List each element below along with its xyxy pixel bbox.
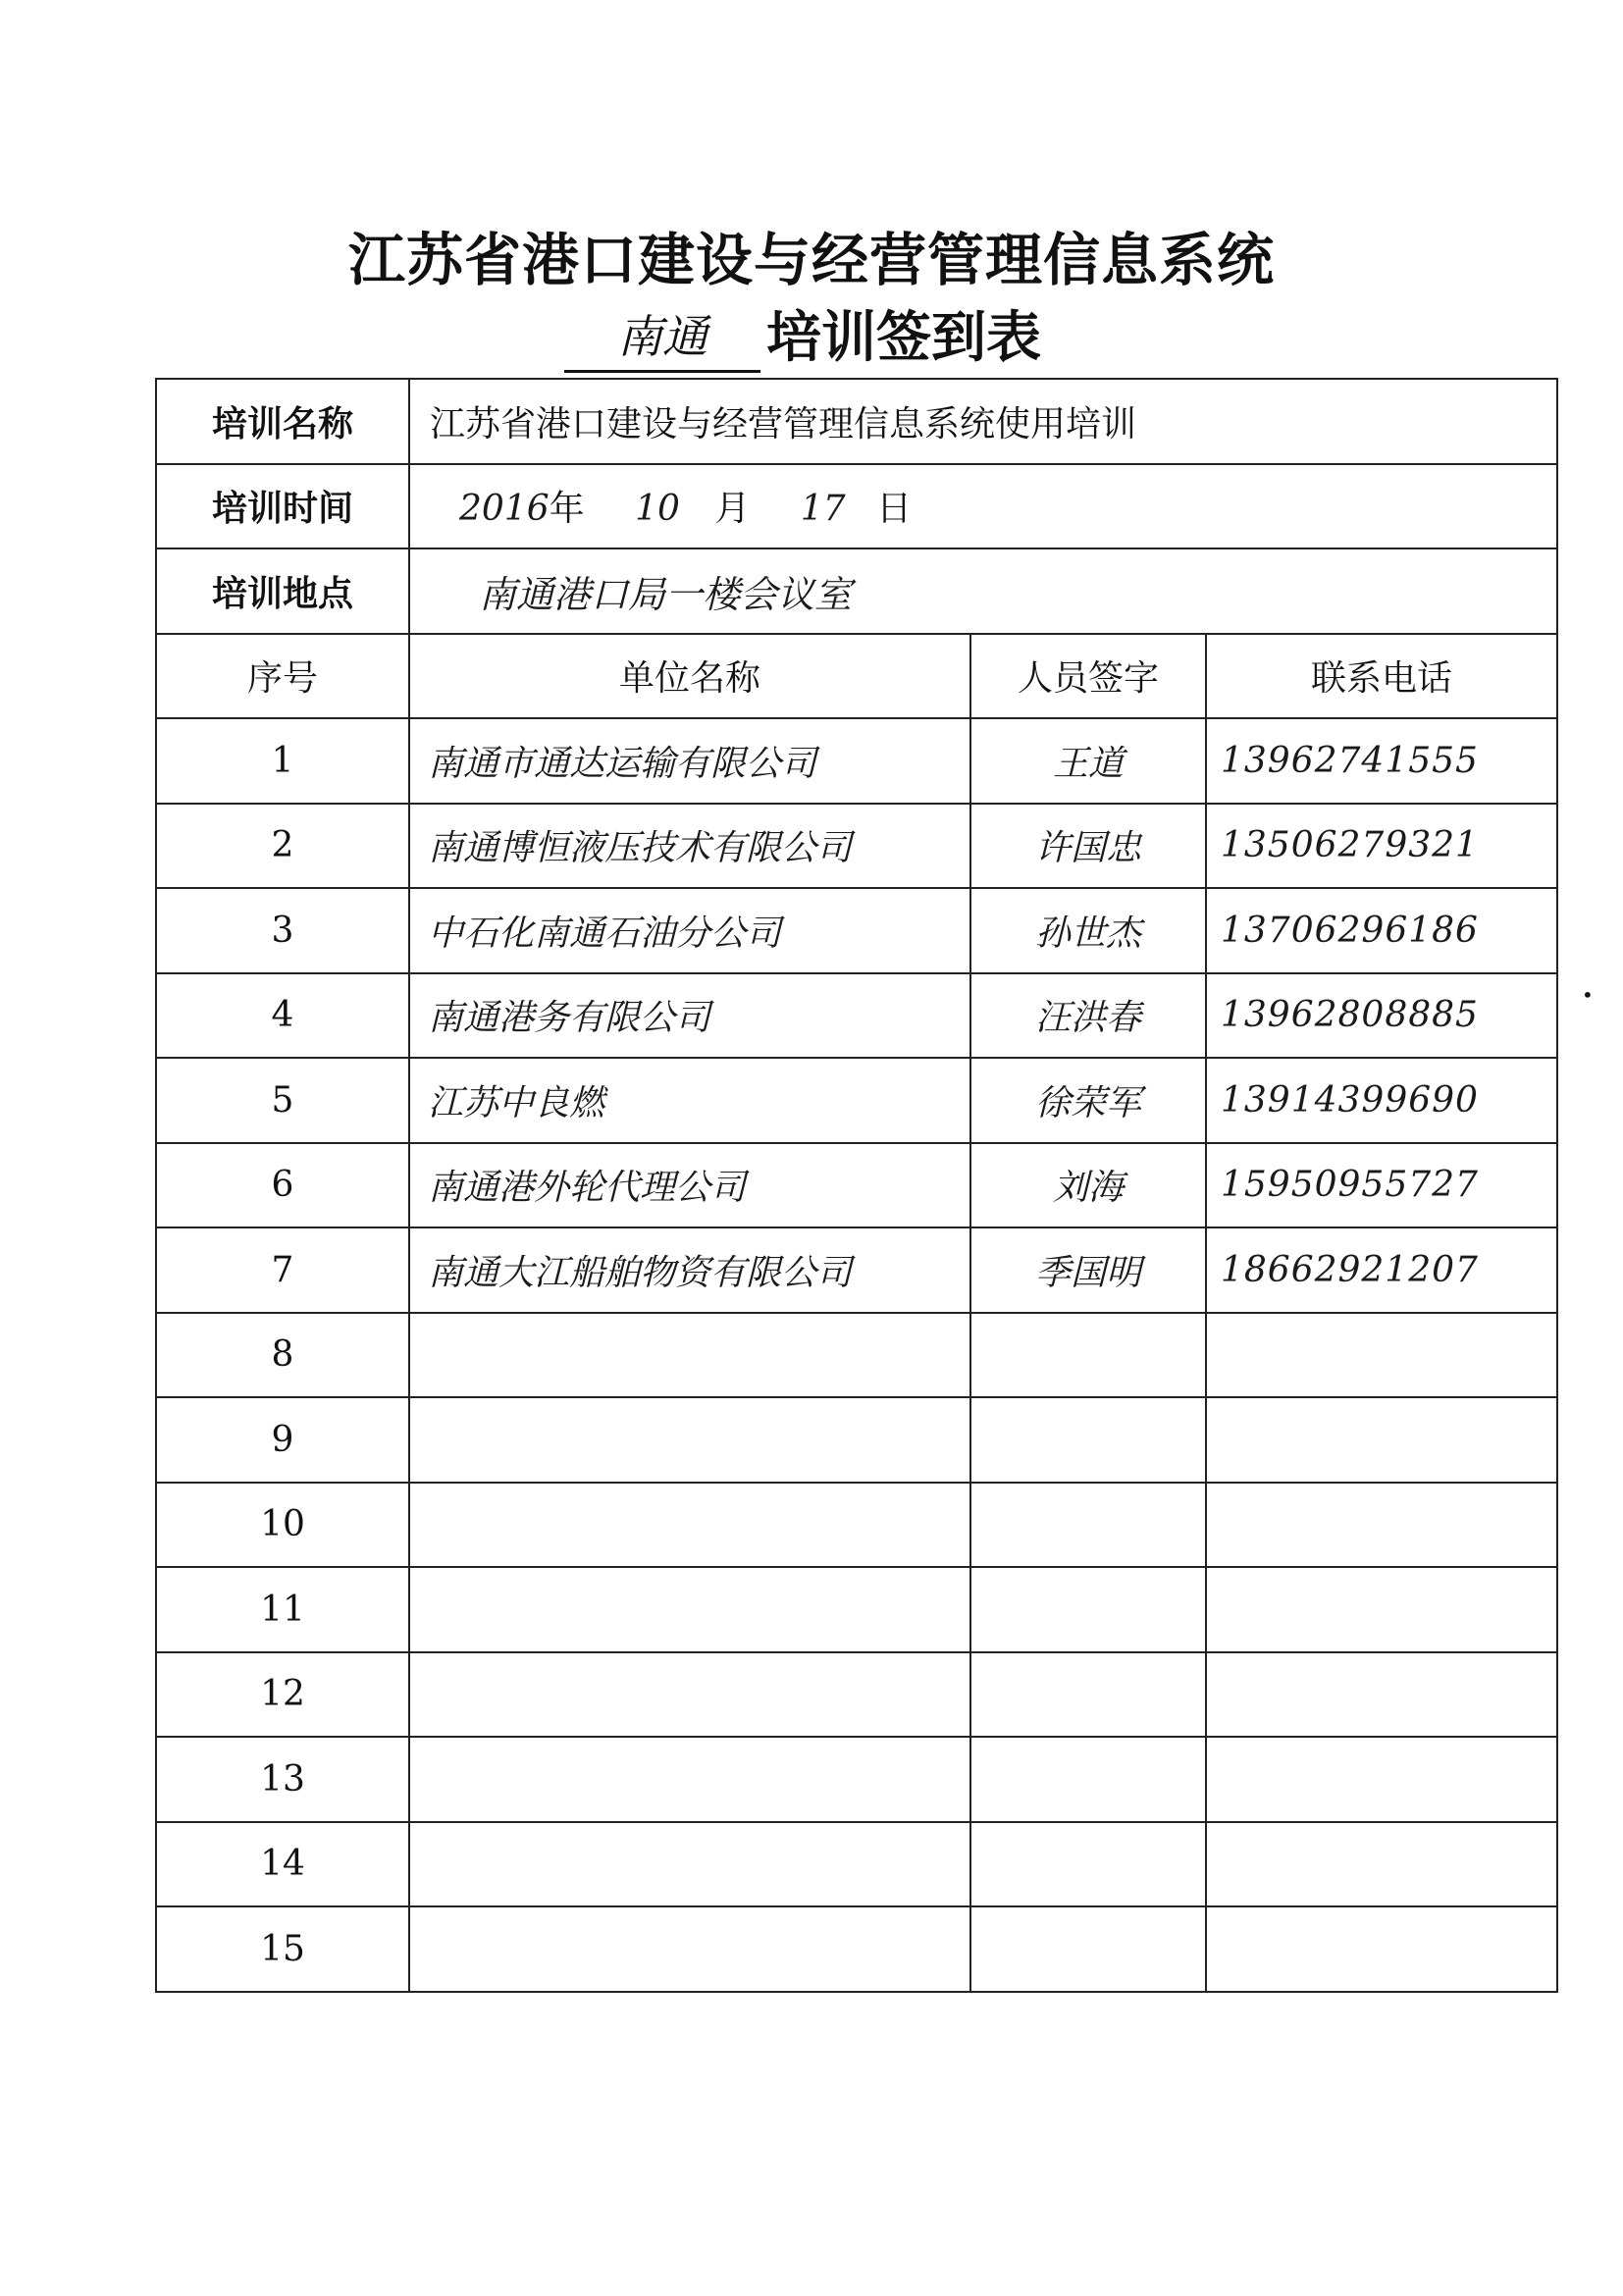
- time-day-unit: 日: [876, 489, 913, 530]
- row-phone: [1206, 1737, 1557, 1822]
- table-row: [156, 1906, 1557, 1992]
- row-signature: 汪洪春: [970, 973, 1206, 1059]
- row-number: 2: [156, 804, 409, 889]
- row-number: 4: [156, 973, 409, 1059]
- row-number: 11: [156, 1567, 409, 1652]
- row-number: 14: [156, 1822, 409, 1907]
- training-place-row: [156, 548, 1557, 634]
- row-unit: 南通港务有限公司: [409, 973, 970, 1059]
- row-phone: 13706296186: [1206, 888, 1557, 973]
- sign-in-table: [155, 378, 1558, 1993]
- row-signature: [970, 1906, 1206, 1992]
- row-phone: 18662921207: [1206, 1227, 1557, 1313]
- row-unit: [409, 1906, 970, 1992]
- table-row: [156, 1652, 1557, 1738]
- table-row: [156, 1737, 1557, 1822]
- row-number: 15: [156, 1906, 409, 1992]
- row-number: 7: [156, 1227, 409, 1313]
- row-unit: [409, 1737, 970, 1822]
- time-month-unit: 月: [714, 489, 751, 530]
- row-signature: [970, 1313, 1206, 1398]
- row-number: 6: [156, 1143, 409, 1228]
- row-unit: [409, 1313, 970, 1398]
- row-unit: [409, 1652, 970, 1738]
- table-row: [156, 1313, 1557, 1398]
- training-place-label: 培训地点: [156, 548, 409, 634]
- table-row: [156, 1058, 1557, 1143]
- row-number: 10: [156, 1483, 409, 1568]
- row-signature: [970, 1737, 1206, 1822]
- table-row: [156, 718, 1557, 804]
- time-month: 10: [635, 489, 680, 530]
- row-phone: [1206, 1313, 1557, 1398]
- row-unit: [409, 1397, 970, 1483]
- row-number: 8: [156, 1313, 409, 1398]
- column-header-unit: 单位名称: [409, 634, 970, 719]
- row-signature: [970, 1483, 1206, 1568]
- row-number: 12: [156, 1652, 409, 1738]
- row-phone: [1206, 1567, 1557, 1652]
- table-row: [156, 1822, 1557, 1907]
- row-signature: [970, 1652, 1206, 1738]
- training-time-value: [409, 464, 1557, 549]
- row-phone: 13962741555: [1206, 718, 1557, 804]
- subtitle-city: 南通: [564, 301, 760, 373]
- table-row: [156, 973, 1557, 1059]
- training-time-row: [156, 464, 1557, 549]
- row-unit: 中石化南通石油分公司: [409, 888, 970, 973]
- subtitle-text: 培训签到表: [766, 306, 1041, 370]
- row-number: 13: [156, 1737, 409, 1822]
- row-signature: 许国忠: [970, 804, 1206, 889]
- row-unit: 南通博恒液压技术有限公司: [409, 804, 970, 889]
- row-phone: [1206, 1652, 1557, 1738]
- training-name-row: [156, 379, 1557, 464]
- row-signature: 刘海: [970, 1143, 1206, 1228]
- training-place-value: 南通港口局一楼会议室: [409, 548, 1557, 634]
- table-row: [156, 1227, 1557, 1313]
- row-phone: 13914399690: [1206, 1058, 1557, 1143]
- training-name-label: 培训名称: [156, 379, 409, 464]
- row-number: 9: [156, 1397, 409, 1483]
- column-header-sign: 人员签字: [970, 634, 1206, 719]
- row-number: 1: [156, 718, 409, 804]
- row-phone: 15950955727: [1206, 1143, 1557, 1228]
- table-row: [156, 1483, 1557, 1568]
- row-phone: 13506279321: [1206, 804, 1557, 889]
- row-phone: 13962808885: [1206, 973, 1557, 1059]
- row-number: 3: [156, 888, 409, 973]
- row-phone: [1206, 1483, 1557, 1568]
- row-unit: [409, 1483, 970, 1568]
- row-unit: 江苏中良燃: [409, 1058, 970, 1143]
- table-row: [156, 1567, 1557, 1652]
- column-header-no: 序号: [156, 634, 409, 719]
- row-unit: [409, 1822, 970, 1907]
- row-signature: [970, 1822, 1206, 1907]
- column-header-phone: 联系电话: [1206, 634, 1557, 719]
- stray-mark: •: [1582, 983, 1594, 1007]
- row-signature: [970, 1567, 1206, 1652]
- row-number: 5: [156, 1058, 409, 1143]
- row-signature: 王道: [970, 718, 1206, 804]
- time-year-unit: 年: [549, 489, 585, 530]
- row-unit: 南通市通达运输有限公司: [409, 718, 970, 804]
- time-day: 17: [800, 489, 846, 530]
- table-row: [156, 1397, 1557, 1483]
- training-time-label: 培训时间: [156, 464, 409, 549]
- table-row: [156, 804, 1557, 889]
- document-subtitle: [564, 294, 1041, 373]
- row-phone: [1206, 1397, 1557, 1483]
- row-unit: 南通港外轮代理公司: [409, 1143, 970, 1228]
- row-unit: [409, 1567, 970, 1652]
- time-year: 2016: [459, 489, 550, 530]
- row-unit: 南通大江船舶物资有限公司: [409, 1227, 970, 1313]
- row-signature: 徐荣军: [970, 1058, 1206, 1143]
- training-name-value: 江苏省港口建设与经营管理信息系统使用培训: [409, 379, 1557, 464]
- row-signature: 季国明: [970, 1227, 1206, 1313]
- row-phone: [1206, 1906, 1557, 1992]
- row-phone: [1206, 1822, 1557, 1907]
- row-signature: [970, 1397, 1206, 1483]
- document-title: 江苏省港口建设与经营管理信息系统: [347, 227, 1275, 293]
- table-row: [156, 888, 1557, 973]
- row-signature: 孙世杰: [970, 888, 1206, 973]
- table-row: [156, 1143, 1557, 1228]
- column-header-row: [156, 634, 1557, 719]
